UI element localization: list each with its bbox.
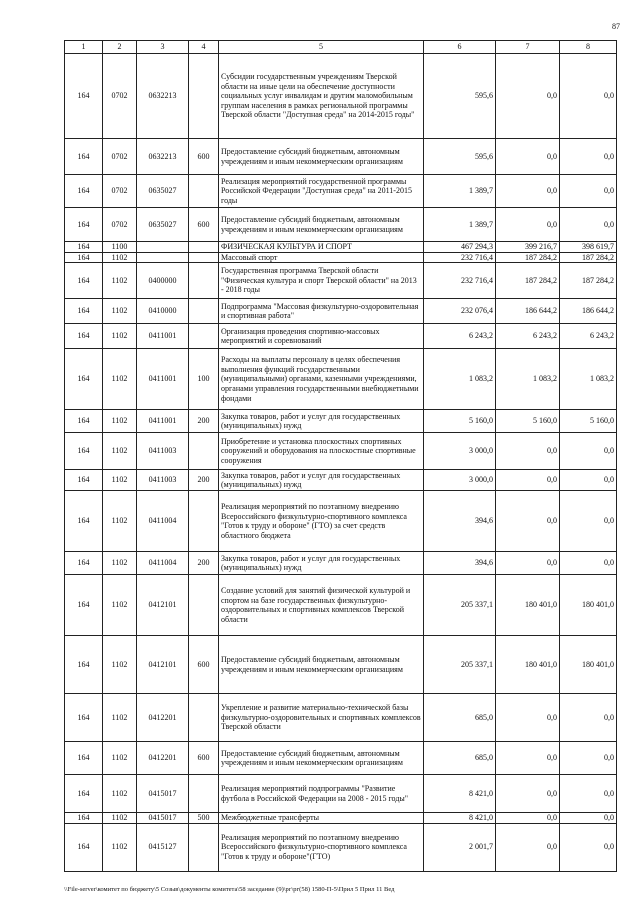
cell-expense-type [189, 299, 219, 324]
table-row [65, 410, 617, 433]
cell-amount-1: 5 160,0 [424, 410, 496, 433]
cell-expense-type [189, 694, 219, 742]
table-row [65, 636, 617, 694]
table-row [65, 552, 617, 575]
cell-target-code: 0635027 [137, 208, 189, 242]
cell-amount-2: 5 160,0 [496, 410, 560, 433]
cell-target-code: 0411003 [137, 433, 189, 470]
cell-amount-2: 0,0 [496, 139, 560, 175]
cell-amount-1: 685,0 [424, 694, 496, 742]
column-header: 8 [560, 41, 617, 54]
cell-expense-type [189, 433, 219, 470]
cell-amount-1: 467 294,3 [424, 242, 496, 253]
cell-amount-1: 3 000,0 [424, 470, 496, 491]
cell-section-code: 1102 [103, 491, 137, 552]
cell-section-code: 0702 [103, 208, 137, 242]
column-number-row [65, 41, 617, 54]
cell-admin-code: 164 [65, 263, 103, 299]
cell-amount-1: 8 421,0 [424, 775, 496, 813]
cell-amount-1: 1 389,7 [424, 175, 496, 208]
cell-amount-2: 0,0 [496, 813, 560, 824]
cell-amount-1: 232 716,4 [424, 263, 496, 299]
cell-amount-3: 0,0 [560, 813, 617, 824]
budget-table [64, 40, 617, 872]
cell-target-code [137, 252, 189, 263]
cell-amount-2: 0,0 [496, 208, 560, 242]
cell-target-code: 0415127 [137, 823, 189, 871]
cell-amount-1: 8 421,0 [424, 813, 496, 824]
cell-amount-1: 205 337,1 [424, 636, 496, 694]
cell-name: Реализация мероприятий по поэтапному внедрению Всероссийского физкультурно-спортивного комплекса "Готов к труду и обороне" (ГТО) за счет средств областного бюджета [219, 491, 424, 552]
cell-section-code: 1102 [103, 742, 137, 775]
cell-amount-3: 0,0 [560, 775, 617, 813]
table-row [65, 54, 617, 139]
cell-target-code: 0412201 [137, 742, 189, 775]
cell-admin-code: 164 [65, 575, 103, 636]
cell-target-code: 0411001 [137, 349, 189, 410]
cell-name: Предоставление субсидий бюджетным, автономным учреждениям и иным некоммерческим организациям [219, 636, 424, 694]
cell-admin-code: 164 [65, 636, 103, 694]
cell-amount-1: 3 000,0 [424, 433, 496, 470]
cell-section-code: 1102 [103, 813, 137, 824]
cell-name: Приобретение и установка плоскостных спортивных сооружений и оборудования на плоскостные спортивные сооружения [219, 433, 424, 470]
cell-amount-3: 0,0 [560, 491, 617, 552]
table-body [65, 54, 617, 872]
cell-name: Расходы на выплаты персоналу в целях обеспечения выполнения функций государственными (муниципальными) органами, казенными учреждениями, органами управления государственными внебюджетными фондами [219, 349, 424, 410]
cell-admin-code: 164 [65, 491, 103, 552]
cell-expense-type [189, 575, 219, 636]
cell-amount-2: 0,0 [496, 552, 560, 575]
cell-section-code: 0702 [103, 139, 137, 175]
cell-expense-type: 100 [189, 349, 219, 410]
cell-expense-type [189, 242, 219, 253]
cell-target-code: 0411003 [137, 470, 189, 491]
cell-name: Реализация мероприятий по поэтапному внедрению Всероссийского физкультурно-спортивного комплекса "Готов к труду и обороне"(ГТО) [219, 823, 424, 871]
cell-name: Субсидии государственным учреждениям Тверской области на иные цели на обеспечение доступности социальных услуг инвалидам и другим маломобильным группам населения в рамках региональной программы Тверской области "Доступная среда" на 2014-2015 годы" [219, 54, 424, 139]
cell-amount-1: 1 083,2 [424, 349, 496, 410]
cell-amount-2: 180 401,0 [496, 575, 560, 636]
table-row [65, 694, 617, 742]
cell-amount-2: 6 243,2 [496, 324, 560, 349]
cell-amount-1: 595,6 [424, 54, 496, 139]
column-header: 5 [219, 41, 424, 54]
cell-admin-code: 164 [65, 694, 103, 742]
cell-amount-3: 0,0 [560, 470, 617, 491]
cell-section-code: 1102 [103, 252, 137, 263]
cell-amount-3: 5 160,0 [560, 410, 617, 433]
cell-expense-type: 500 [189, 813, 219, 824]
cell-expense-type: 200 [189, 410, 219, 433]
cell-amount-3: 6 243,2 [560, 324, 617, 349]
cell-amount-3: 0,0 [560, 54, 617, 139]
table-row [65, 252, 617, 263]
cell-target-code: 0412201 [137, 694, 189, 742]
cell-expense-type: 600 [189, 742, 219, 775]
table-row [65, 433, 617, 470]
cell-admin-code: 164 [65, 813, 103, 824]
table-row [65, 349, 617, 410]
cell-section-code: 1102 [103, 324, 137, 349]
table-row [65, 175, 617, 208]
cell-admin-code: 164 [65, 552, 103, 575]
cell-amount-1: 2 001,7 [424, 823, 496, 871]
table-row [65, 813, 617, 824]
cell-name: Государственная программа Тверской области "Физическая культура и спорт Тверской области" на 2013 - 2018 годы [219, 263, 424, 299]
cell-expense-type [189, 775, 219, 813]
cell-admin-code: 164 [65, 742, 103, 775]
cell-amount-1: 205 337,1 [424, 575, 496, 636]
column-header: 1 [65, 41, 103, 54]
cell-amount-2: 0,0 [496, 470, 560, 491]
cell-amount-3: 180 401,0 [560, 636, 617, 694]
table-row [65, 742, 617, 775]
cell-section-code: 0702 [103, 175, 137, 208]
cell-amount-3: 187 284,2 [560, 263, 617, 299]
cell-target-code: 0411001 [137, 410, 189, 433]
column-header: 4 [189, 41, 219, 54]
table-row [65, 242, 617, 253]
cell-amount-3: 0,0 [560, 175, 617, 208]
cell-amount-2: 1 083,2 [496, 349, 560, 410]
cell-expense-type [189, 823, 219, 871]
cell-amount-3: 180 401,0 [560, 575, 617, 636]
cell-admin-code: 164 [65, 775, 103, 813]
cell-target-code: 0412101 [137, 575, 189, 636]
column-header: 3 [137, 41, 189, 54]
cell-admin-code: 164 [65, 349, 103, 410]
cell-target-code [137, 242, 189, 253]
cell-target-code: 0412101 [137, 636, 189, 694]
cell-target-code: 0411001 [137, 324, 189, 349]
cell-section-code: 1102 [103, 823, 137, 871]
cell-amount-1: 595,6 [424, 139, 496, 175]
table-row [65, 299, 617, 324]
cell-amount-3: 0,0 [560, 694, 617, 742]
cell-expense-type: 200 [189, 552, 219, 575]
table-row [65, 823, 617, 871]
cell-amount-2: 0,0 [496, 175, 560, 208]
cell-amount-2: 187 284,2 [496, 263, 560, 299]
table-row [65, 139, 617, 175]
cell-expense-type [189, 175, 219, 208]
cell-expense-type [189, 491, 219, 552]
cell-amount-1: 685,0 [424, 742, 496, 775]
cell-target-code: 0415017 [137, 813, 189, 824]
table-row [65, 575, 617, 636]
cell-amount-2: 0,0 [496, 433, 560, 470]
cell-amount-3: 398 619,7 [560, 242, 617, 253]
cell-name: Реализация мероприятий подпрограммы "Развитие футбола в Российской Федерации на 2008 - 2015 годы" [219, 775, 424, 813]
cell-target-code: 0411004 [137, 552, 189, 575]
column-header: 7 [496, 41, 560, 54]
cell-section-code: 1102 [103, 575, 137, 636]
cell-expense-type [189, 324, 219, 349]
cell-admin-code: 164 [65, 54, 103, 139]
cell-amount-1: 394,6 [424, 552, 496, 575]
cell-section-code: 1102 [103, 470, 137, 491]
cell-amount-3: 0,0 [560, 742, 617, 775]
cell-name: Межбюджетные трансферты [219, 813, 424, 824]
cell-section-code: 1100 [103, 242, 137, 253]
cell-admin-code: 164 [65, 175, 103, 208]
cell-expense-type: 200 [189, 470, 219, 491]
cell-name: Реализация мероприятий государственной программы Российской Федерации "Доступная среда" на 2011-2015 годы [219, 175, 424, 208]
cell-section-code: 1102 [103, 349, 137, 410]
cell-admin-code: 164 [65, 208, 103, 242]
column-header: 6 [424, 41, 496, 54]
cell-name: Создание условий для занятий физической культурой и спортом на базе государственных физкультурно-оздоровительных и спортивных комплексов Тверской области [219, 575, 424, 636]
table-row [65, 775, 617, 813]
cell-amount-1: 232 076,4 [424, 299, 496, 324]
cell-amount-3: 187 284,2 [560, 252, 617, 263]
table-row [65, 263, 617, 299]
cell-amount-2: 186 644,2 [496, 299, 560, 324]
cell-name: Закупка товаров, работ и услуг для государственных (муниципальных) нужд [219, 552, 424, 575]
cell-admin-code: 164 [65, 823, 103, 871]
column-header: 2 [103, 41, 137, 54]
cell-amount-1: 6 243,2 [424, 324, 496, 349]
cell-amount-2: 0,0 [496, 823, 560, 871]
cell-admin-code: 164 [65, 410, 103, 433]
cell-section-code: 1102 [103, 694, 137, 742]
table-row [65, 208, 617, 242]
cell-amount-1: 1 389,7 [424, 208, 496, 242]
cell-target-code: 0411004 [137, 491, 189, 552]
cell-admin-code: 164 [65, 252, 103, 263]
cell-name: Предоставление субсидий бюджетным, автономным учреждениям и иным некоммерческим организациям [219, 208, 424, 242]
cell-amount-2: 0,0 [496, 54, 560, 139]
cell-section-code: 1102 [103, 433, 137, 470]
cell-name: Предоставление субсидий бюджетным, автономным учреждениям и иным некоммерческим организациям [219, 742, 424, 775]
cell-name: Массовый спорт [219, 252, 424, 263]
table-row [65, 470, 617, 491]
page-number: 87 [612, 22, 620, 31]
cell-amount-3: 0,0 [560, 552, 617, 575]
cell-amount-2: 0,0 [496, 775, 560, 813]
cell-target-code: 0632213 [137, 54, 189, 139]
cell-target-code: 0410000 [137, 299, 189, 324]
cell-amount-3: 1 083,2 [560, 349, 617, 410]
cell-expense-type [189, 54, 219, 139]
table-row [65, 324, 617, 349]
cell-amount-2: 0,0 [496, 491, 560, 552]
cell-admin-code: 164 [65, 242, 103, 253]
cell-target-code: 0400000 [137, 263, 189, 299]
cell-admin-code: 164 [65, 324, 103, 349]
cell-section-code: 1102 [103, 299, 137, 324]
cell-target-code: 0415017 [137, 775, 189, 813]
cell-section-code: 1102 [103, 552, 137, 575]
cell-section-code: 1102 [103, 636, 137, 694]
cell-amount-2: 0,0 [496, 742, 560, 775]
cell-amount-3: 0,0 [560, 139, 617, 175]
cell-admin-code: 164 [65, 470, 103, 491]
cell-amount-1: 394,6 [424, 491, 496, 552]
cell-amount-3: 0,0 [560, 823, 617, 871]
cell-name: ФИЗИЧЕСКАЯ КУЛЬТУРА И СПОРТ [219, 242, 424, 253]
cell-amount-1: 232 716,4 [424, 252, 496, 263]
cell-section-code: 1102 [103, 410, 137, 433]
cell-amount-2: 180 401,0 [496, 636, 560, 694]
cell-expense-type [189, 263, 219, 299]
cell-name: Предоставление субсидий бюджетным, автономным учреждениям и иным некоммерческим организациям [219, 139, 424, 175]
cell-target-code: 0632213 [137, 139, 189, 175]
footer-file-path: \\File-server\комитет по бюджету\5 Созыв\документы комитета\58 заседание (9)\рг\рг(58) 1580-П-5\Прил 5 Прил 11 Вед [64, 886, 395, 893]
cell-expense-type [189, 252, 219, 263]
cell-amount-2: 399 216,7 [496, 242, 560, 253]
cell-amount-2: 0,0 [496, 694, 560, 742]
cell-name: Закупка товаров, работ и услуг для государственных (муниципальных) нужд [219, 470, 424, 491]
cell-section-code: 1102 [103, 263, 137, 299]
cell-amount-2: 187 284,2 [496, 252, 560, 263]
cell-section-code: 1102 [103, 775, 137, 813]
cell-expense-type: 600 [189, 208, 219, 242]
cell-amount-3: 0,0 [560, 433, 617, 470]
cell-expense-type: 600 [189, 636, 219, 694]
cell-admin-code: 164 [65, 433, 103, 470]
cell-expense-type: 600 [189, 139, 219, 175]
cell-target-code: 0635027 [137, 175, 189, 208]
cell-amount-3: 186 644,2 [560, 299, 617, 324]
cell-admin-code: 164 [65, 139, 103, 175]
cell-amount-3: 0,0 [560, 208, 617, 242]
cell-name: Подпрограмма "Массовая физкультурно-оздоровительная и спортивная работа" [219, 299, 424, 324]
cell-name: Закупка товаров, работ и услуг для государственных (муниципальных) нужд [219, 410, 424, 433]
cell-section-code: 0702 [103, 54, 137, 139]
cell-name: Укрепление и развитие материально-технической базы физкультурно-оздоровительных и спортивных комплексов Тверской области [219, 694, 424, 742]
cell-admin-code: 164 [65, 299, 103, 324]
cell-name: Организация проведения спортивно-массовых мероприятий и соревнований [219, 324, 424, 349]
table-row [65, 491, 617, 552]
